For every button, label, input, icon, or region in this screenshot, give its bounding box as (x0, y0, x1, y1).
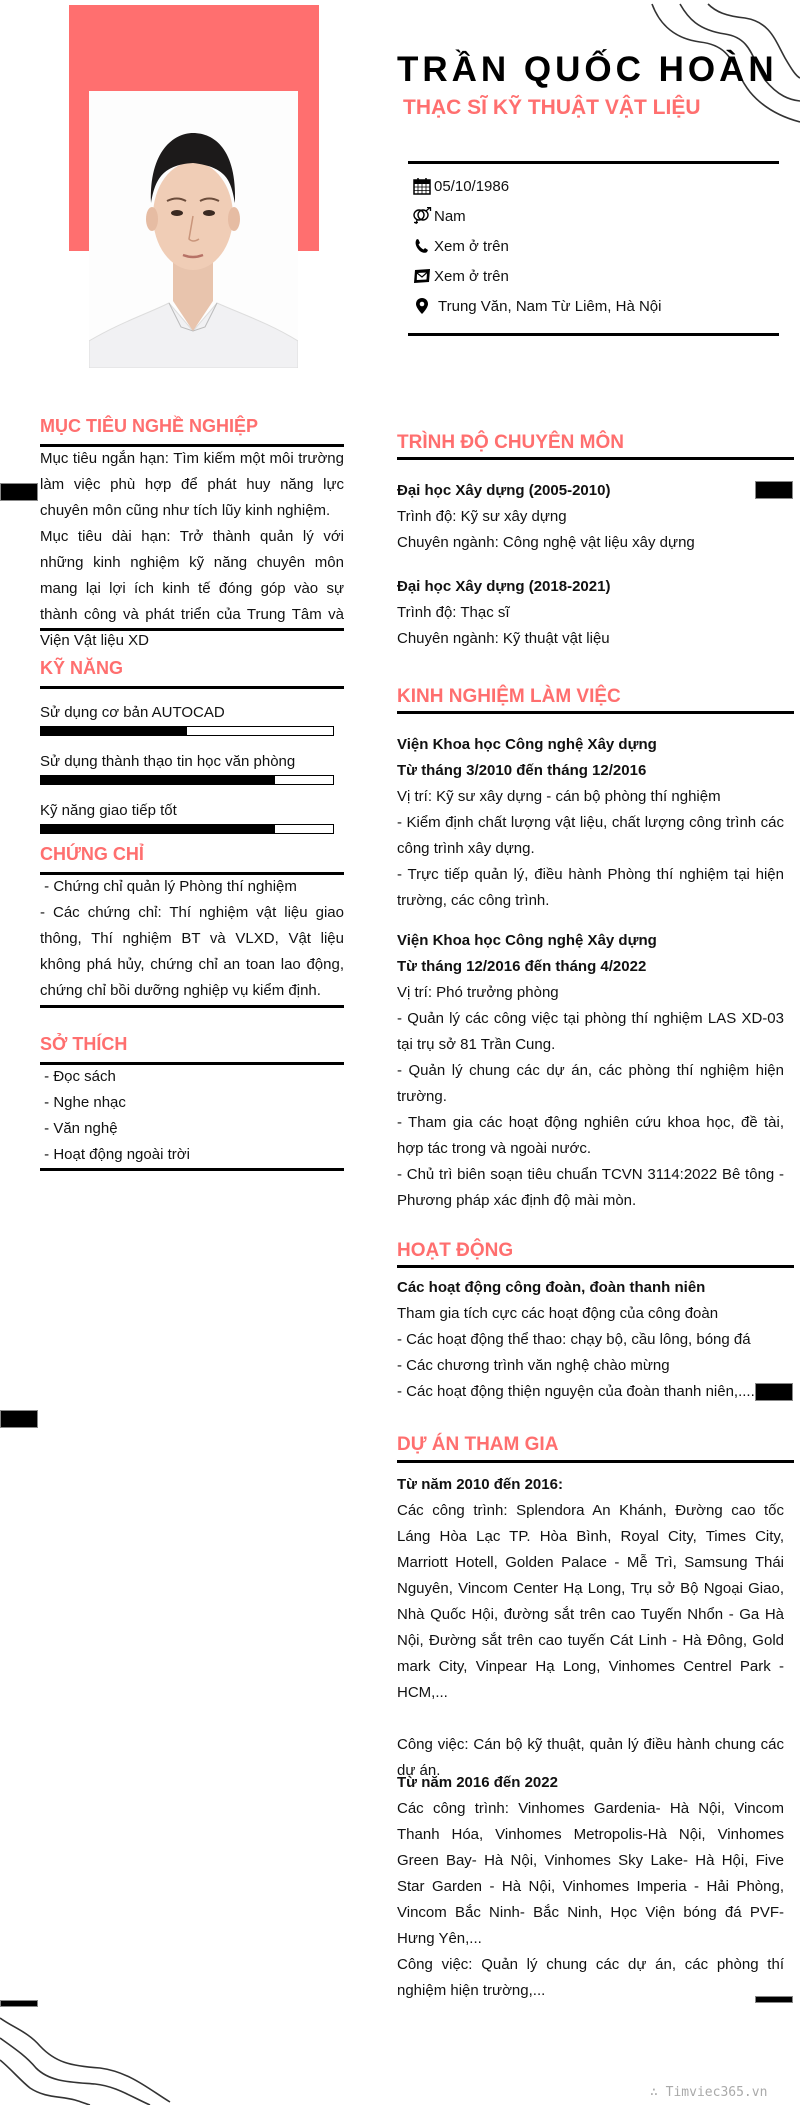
objective-text (40, 446, 344, 654)
section-rule (40, 1168, 344, 1171)
section-rule (397, 1460, 794, 1463)
section-heading-certificates: CHỨNG CHỈ (40, 844, 144, 864)
page-marker (0, 1410, 38, 1428)
skill-progress-fill (41, 776, 275, 784)
address-value: Trung Văn, Nam Từ Liêm, Hà Nội (438, 297, 662, 315)
activities-title: Các hoạt động công đoàn, đoàn thanh niên (397, 1279, 706, 1296)
education-school: Đại học Xây dựng (2018-2021) (397, 578, 611, 595)
experience-period: Từ tháng 3/2010 đến tháng 12/2016 (397, 762, 647, 779)
divider (408, 161, 779, 164)
project-works: Các công trình: Vinhomes Gardenia- Hà Nội, Vincom Thanh Hóa, Vinhomes Metropolis-Hà Nội, Vinhomes Green Bay- Hà Nội, Vinhomes Sky Lake- Hà Hội, Five Star Garden - Hà Nội, Vinhomes Imperia - Hải Phòng, Vincom Bắc Ninh- Bắc Ninh, Học Viện bóng đá PVF- Hưng Yên,... (397, 1800, 784, 1947)
birthday-value: 05/10/1986 (434, 177, 510, 195)
gender-icon (412, 206, 432, 226)
education-major: Chuyên ngành: Kỹ thuật vật liệu (397, 630, 610, 647)
portrait-icon (89, 91, 298, 368)
contact-address (412, 296, 661, 316)
experience-period: Từ tháng 12/2016 đến tháng 4/2022 (397, 958, 647, 975)
activity-line: - Các chương trình văn nghệ chào mừng (397, 1357, 670, 1374)
section-heading-education: TRÌNH ĐỘ CHUYÊN MÔN (397, 432, 624, 453)
section-heading-projects: DỰ ÁN THAM GIA (397, 1434, 559, 1455)
contact-birthday (412, 176, 509, 196)
section-heading-objective: MỤC TIÊU NGHỀ NGHIỆP (40, 416, 259, 436)
experience-duty: - Tham gia các hoạt động nghiên cứu khoa học, đề tài, hợp tác trong và ngoài nước. (397, 1114, 784, 1157)
education-level: Trình độ: Thạc sĩ (397, 604, 510, 621)
experience-duty: - Trực tiếp quản lý, điều hành Phòng thí nghiệm tại hiện trường, các công trình. (397, 866, 784, 909)
project-item (397, 1472, 784, 1784)
email-value: Xem ở trên (434, 267, 509, 285)
objective-long-term: Mục tiêu dài hạn: Trở thành quản lý với những kinh nghiệm kỹ năng chuyên môn mang lại lợi ích kinh tế đóng góp vào sự thành công và phát triển của Trung Tâm và Viện Vật liệu XD (40, 528, 344, 649)
section-rule (40, 686, 344, 689)
activities-block (397, 1275, 784, 1405)
avatar-photo (89, 91, 298, 368)
hobby-item: - Văn nghệ (40, 1120, 118, 1137)
hobby-item: - Hoạt động ngoài trời (40, 1146, 190, 1163)
skill-label: Kỹ năng giao tiếp tốt (40, 802, 177, 819)
divider (408, 333, 779, 336)
experience-duty: - Quản lý chung các dự án, các phòng thí nghiệm hiện trường. (397, 1062, 784, 1105)
experience-item (397, 732, 784, 914)
section-rule (40, 628, 344, 631)
section-rule (397, 711, 794, 714)
project-works: Các công trình: Splendora An Khánh, Đường cao tốc Láng Hòa Lạc TP. Hòa Bình, Royal City, Times City, Marriott Hotell, Golden Palace - Mễ Trì, Samsung Thái Nguyên, Vincom Center Hạ Long, Trụ sở Bộ Ngoại Giao, Nhà Quốc Hội, đường sắt trên cao Tuyến Nhổn - Ga Hà Nội, Đường sắt trên cao tuyến Cát Linh - Hà Đông, Gold mark City, Vinpear Hạ Long, Vinhomes Centrel Park - HCM,... (397, 1502, 784, 1701)
skill-progress-bar (40, 775, 334, 785)
section-rule (40, 1005, 344, 1008)
decorative-waves-bottom-icon (0, 2010, 180, 2105)
activity-line: - Các hoạt động thể thao: chạy bộ, cầu lông, bóng đá (397, 1331, 751, 1348)
certificates-text (40, 874, 344, 1004)
education-major: Chuyên ngành: Công nghệ vật liệu xây dựng (397, 534, 695, 551)
email-icon (412, 266, 432, 286)
section-rule (397, 1265, 794, 1268)
education-school: Đại học Xây dựng (2005-2010) (397, 482, 611, 499)
experience-duty: - Quản lý các công việc tại phòng thí nghiệm LAS XD-03 tại trụ sở 81 Trần Cung. (397, 1010, 784, 1053)
experience-company: Viện Khoa học Công nghệ Xây dựng (397, 932, 657, 949)
section-heading-experience: KINH NGHIỆM LÀM VIỆC (397, 686, 621, 707)
education-level: Trình độ: Kỹ sư xây dựng (397, 508, 567, 525)
project-role: Công việc: Quản lý chung các dự án, các phòng thí nghiệm hiện trường,... (397, 1956, 784, 1999)
activity-line: - Các hoạt động thiện nguyện của đoàn thanh niên,.... (397, 1383, 755, 1400)
project-period: Từ năm 2010 đến 2016: (397, 1476, 563, 1493)
contact-email (412, 266, 509, 286)
hobby-item: - Nghe nhạc (40, 1094, 126, 1111)
hobby-item: - Đọc sách (40, 1068, 116, 1085)
location-pin-icon (412, 296, 432, 316)
project-period: Từ năm 2016 đến 2022 (397, 1774, 558, 1791)
objective-short-term: Mục tiêu ngắn hạn: Tìm kiếm một môi trường làm việc phù hợp để phát huy năng lực chuyên môn cũng như tích lũy kinh nghiệm. (40, 450, 344, 519)
page-marker (0, 483, 38, 501)
contact-phone (412, 236, 509, 256)
experience-duty: - Kiểm định chất lượng vật liệu, chất lượng công trình các công trình xây dựng. (397, 814, 784, 857)
section-heading-skills: KỸ NĂNG (40, 658, 124, 678)
experience-duty: - Chủ trì biên soạn tiêu chuẩn TCVN 3114:2022 Bê tông - Phương pháp xác định độ mài mòn. (397, 1166, 784, 1209)
skill-label: Sử dụng thành thạo tin học văn phòng (40, 753, 296, 770)
education-item (397, 478, 784, 556)
project-role: Công việc: Cán bộ kỹ thuật, quản lý điều hành chung các dự án. (397, 1736, 784, 1779)
skill-label: Sử dụng cơ bản AUTOCAD (40, 704, 225, 721)
candidate-title: THẠC SĨ KỸ THUẬT VẬT LIỆU (403, 96, 701, 119)
experience-position: Vị trí: Phó trưởng phòng (397, 984, 559, 1001)
section-heading-activities: HOẠT ĐỘNG (397, 1240, 514, 1261)
watermark: ∴ Timviec365.vn (650, 2085, 768, 2100)
experience-item (397, 928, 784, 1214)
skill-progress-bar (40, 726, 334, 736)
page-marker (0, 2000, 38, 2007)
experience-position: Vị trí: Kỹ sư xây dựng - cán bộ phòng thí nghiệm (397, 788, 721, 805)
phone-value: Xem ở trên (434, 237, 509, 255)
calendar-icon (412, 176, 432, 196)
phone-icon (412, 236, 432, 256)
activity-line: Tham gia tích cực các hoạt động của công đoàn (397, 1305, 719, 1322)
skill-progress-fill (41, 825, 275, 833)
gender-value: Nam (434, 207, 466, 225)
candidate-name: TRẦN QUỐC HOÀN (397, 50, 778, 89)
certificate-item: - Chứng chỉ quản lý Phòng thí nghiệm (40, 878, 297, 895)
skill-progress-bar (40, 824, 334, 834)
project-item (397, 1770, 784, 2004)
experience-company: Viện Khoa học Công nghệ Xây dựng (397, 736, 657, 753)
education-item (397, 574, 784, 652)
section-rule (397, 457, 794, 460)
certificate-item: - Các chứng chỉ: Thí nghiệm vật liệu giao thông, Thí nghiệm BT và VLXD, Vật liệu không phá hủy, chứng chỉ an toan lao động, chứng chỉ bồi dưỡng nghiệp vụ kiểm định. (40, 904, 344, 999)
contact-gender (412, 206, 466, 226)
skill-progress-fill (41, 727, 187, 735)
hobbies-list (40, 1064, 344, 1168)
section-heading-hobbies: SỞ THÍCH (40, 1034, 128, 1054)
